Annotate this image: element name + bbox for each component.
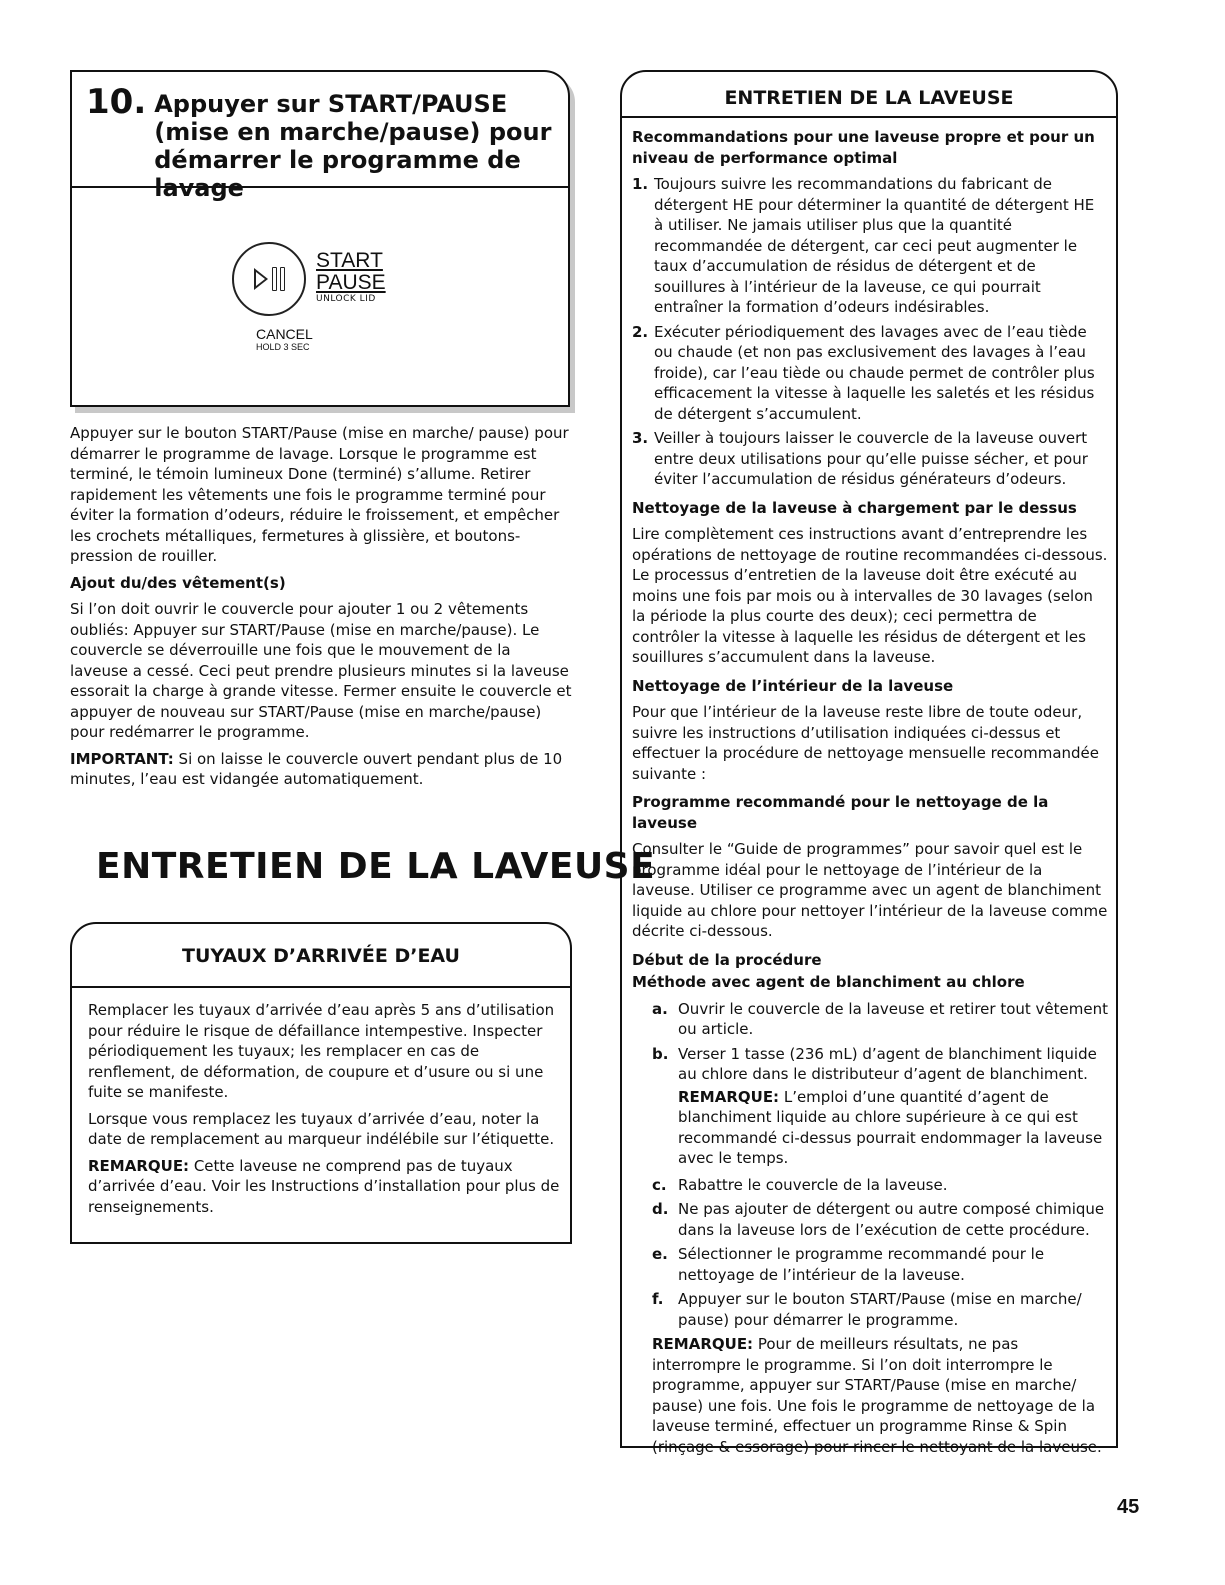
list-item: 1. Toujours suivre les recommandations du fabricant de détergent HE pour déterminer la quantité de détergent HE à utiliser. Ne jamais utiliser plus que la quantité recommandée de détergent, car ceci peut augmenter le taux d’accumulation de résidus de détergent et de souillures à l’intérieur de la laveuse, ce qui pourrait entraîner la formation d’odeurs indésirables. [632,175,1095,316]
step-title-line-1: Appuyer sur START/PAUSE [154,90,508,118]
list-item: e. Sélectionner le programme recommandé pour le nettoyage de l’intérieur de la laveuse. [652,1245,1045,1284]
hose-box [70,922,572,1244]
hose-note-text: Cette laveuse ne comprend pas de tuyaux d’arrivée d’eau. Voir les Instructions d’installation pour plus de renseignements. [88,1156,560,1216]
paragraph-add-items: Si l’on doit ouvrir le couvercle pour ajouter 1 ou 2 vêtements oubliés: Appuyer sur START/Pause (mise en marche/pause). Le couvercle se déverrouille une fois que le mouvement de la laveuse a cessé. Ceci peut prendre plusieurs minutes si la laveuse essorait la charge à grande vitesse. Fermer ensuite le couvercle et appuyer de nouveau sur START/Pause (mise en marche/pause) pour redémarrer le programme. [70,600,572,741]
unlock-lid-label: UNLOCK LID [316,294,376,304]
play-icon [254,268,268,290]
list-item: d. Ne pas ajouter de détergent ou autre composé chimique dans la laveuse lors de l’exécution de cette procédure. [652,1200,1105,1239]
step-number: 10. [86,82,147,122]
paragraph-interior-cleaning: Pour que l’intérieur de la laveuse reste libre de toute odeur, suivre les instructions d’utilisation indiquées ci-dessus et effectuer la procédure de nettoyage mensuelle recommandée suivante : [632,703,1099,783]
heading-top-load-cleaning: Nettoyage de la laveuse à chargement par le dessus [632,498,1077,517]
start-label: START [316,249,383,272]
list-item: a. Ouvrir le couvercle de la laveuse et retirer tout vêtement ou article. [652,999,1108,1038]
step-title [154,84,568,202]
step-10-text [70,423,572,790]
heading-recommended-program: Programme recommandé pour le nettoyage de la laveuse [632,793,1049,832]
final-note-text: Pour de meilleurs résultats, ne pas interrompre le programme. Si l’on doit interrompre le programme, appuyer sur START/Pause (mise en marche/ pause) une fois. Une fois le programme de nettoyage de la laveuse terminé, effectuer un programme Rinse & Spin (rinçage & essorage) pour rincer le nettoyant de la laveuse. [652,1335,1102,1456]
hose-paragraph-1: Remplacer les tuyaux d’arrivée d’eau après 5 ans d’utilisation pour réduire le risque de défaillance intempestive. Inspecter périodiquement les tuyaux; les remplacer en cas de renflement, de déformation, de coupure et d’usure ou si une fuite se manifeste. [88,1001,555,1101]
step-10-header [72,72,568,202]
hose-box-body [72,988,570,1217]
important-label: IMPORTANT: [70,749,174,768]
step-b-note-label: REMARQUE: [678,1087,780,1106]
step-title-line-3: démarrer le programme de lavage [154,146,521,202]
cancel-label-group [256,326,313,352]
cancel-label: CANCEL [256,326,313,342]
step-10-box [70,70,570,407]
left-column [70,70,572,796]
final-note-label: REMARQUE: [652,1335,754,1353]
final-note [652,1334,1108,1457]
procedure-steps-list [632,999,1108,1331]
paragraph-top-load-cleaning: Lire complètement ces instructions avant d’entreprendre les opérations de nettoyage de routine recommandées ci-dessous. Le processus d’entretien de la laveuse doit être exécuté au moins une fois par mois ou à intervalles de 30 lavages (selon la période la plus courte des deux); ceci permettra de contrôler la vitesse à laquelle les résidus de détergent et les souillures s’accumulent dans la laveuse. [632,525,1108,666]
step-b-note [678,1087,1108,1169]
page-number: 45 [1117,1496,1140,1518]
maintenance-box-body [622,118,1116,1457]
start-pause-button[interactable] [232,242,306,316]
pause-icon [272,267,285,291]
heading-interior-cleaning: Nettoyage de l’intérieur de la laveuse [632,676,954,695]
heading-recommendations: Recommandations pour une laveuse propre et pour un niveau de performance optimal [632,128,1095,167]
list-item: c. Rabattre le couvercle de la laveuse. [652,1175,948,1194]
maintenance-box-title: ENTRETIEN DE LA LAVEUSE [622,72,1116,118]
hose-paragraph-2: Lorsque vous remplacez les tuyaux d’arrivée d’eau, noter la date de remplacement au marqueur indélébile sur l’étiquette. [88,1109,555,1148]
heading-procedure-start: Début de la procédure [632,950,822,969]
section-title: ENTRETIEN DE LA LAVEUSE [96,846,656,887]
start-pause-labels [316,250,386,304]
heading-add-items: Ajout du/des vêtement(s) [70,573,286,592]
list-item: 2. Exécuter périodiquement des lavages avec de l’eau tiède ou chaude (et non pas exclusivement des lavages à l’eau froide), car l’eau tiède ou chaude permet de contrôler plus efficacement la vitesse à laquelle les saletés et les résidus de détergent s’accumulent. [632,322,1095,423]
paragraph-start-pause: Appuyer sur le bouton START/Pause (mise en marche/ pause) pour démarrer le programme de lavage. Lorsque le programme est terminé, le témoin lumineux Done (terminé) s’allume. Retirer rapidement les vêtements une fois le programme terminé pour éviter la formation d’odeurs, réduire le froissement, et empêcher les crochets métalliques, fermetures à glissière, et boutons-pression de rouiller. [70,424,569,565]
hose-box-title: TUYAUX D’ARRIVÉE D’EAU [72,924,570,988]
important-text: Si on laisse le couvercle ouvert pendant plus de 10 minutes, l’eau est vidangée automatiquement. [70,749,563,788]
maintenance-box [620,70,1118,1456]
hose-note [88,1156,570,1218]
step-b-note-text: L’emploi d’une quantité d’agent de blanchiment liquide au chlore supérieure à ce qui est recommandé ci-dessus pourrait endommager la laveuse avec le temps. [678,1087,1103,1167]
hose-note-label: REMARQUE: [88,1156,190,1175]
hold-label: HOLD 3 SEC [256,342,310,352]
paragraph-recommended-program: Consulter le “Guide de programmes” pour savoir quel est le programme idéal pour le nettoyage de l’intérieur de la laveuse. Utiliser ce programme avec un agent de blanchiment liquide au chlore pour nettoyer l’intérieur de la laveuse comme décrite ci-dessous. [632,840,1108,940]
pause-label: PAUSE [316,271,386,294]
list-item: f. Appuyer sur le bouton START/Pause (mise en marche/ pause) pour démarrer le programme. [652,1290,1082,1329]
list-item: 3. Veiller à toujours laisser le couvercle de la laveuse ouvert entre deux utilisations pour qu’elle puisse sécher, et pour éviter l’accumulation de résidus générateurs d’odeurs. [632,429,1088,488]
step-title-line-2: (mise en marche/pause) pour [154,118,552,146]
control-panel-illustration [72,190,568,405]
recommendations-list [632,174,1108,490]
heading-chlorine-method: Méthode avec agent de blanchiment au chlore [632,973,1025,991]
important-note [70,749,572,790]
list-item: b. Verser 1 tasse (236 mL) d’agent de blanchiment liquide au chlore dans le distributeur d’agent de blanchiment. [652,1044,1097,1083]
